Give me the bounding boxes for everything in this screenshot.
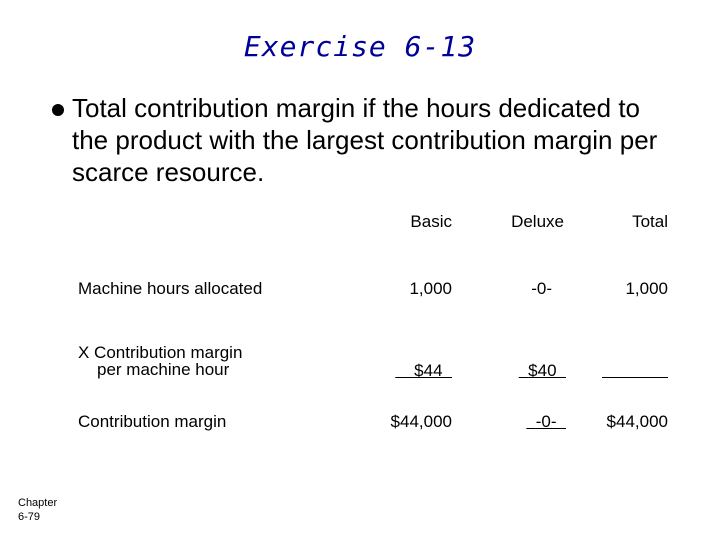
row-label-line-2: per machine hour <box>97 360 230 379</box>
cell-basic-cm: $44,000 <box>390 412 452 431</box>
cell-total-cm-per-hour <box>602 377 668 378</box>
bullet-icon <box>52 104 64 116</box>
cell-deluxe-cm: -0- <box>535 412 557 431</box>
chapter-label <box>18 496 57 524</box>
header-basic: Basic <box>410 212 452 231</box>
slide-title: Exercise 6-13 <box>243 30 477 63</box>
chapter-number: 6-79 <box>18 511 41 523</box>
cell-basic-cm-per-hour: $44 <box>414 361 443 380</box>
row-label-machine-hours: Machine hours allocated <box>78 279 263 298</box>
cell-total-cm: $44,000 <box>606 412 668 431</box>
header-total: Total <box>632 212 668 231</box>
chapter-word: Chapter <box>18 497 58 509</box>
row-label-line-1: X Contribution margin <box>78 343 243 362</box>
row-label-cm-per-hour <box>78 344 242 378</box>
row-label-contribution-margin: Contribution margin <box>78 412 227 431</box>
cell-basic-hours: 1,000 <box>409 279 452 298</box>
bullet-text: Total contribution margin if the hours dedicated to the product with the largest contribution margin per scarce resource. <box>72 93 658 187</box>
cell-deluxe-cm-per-hour: $40 <box>528 361 557 380</box>
cell-deluxe-hours: -0- <box>531 279 552 298</box>
cell-total-hours: 1,000 <box>625 279 668 298</box>
header-deluxe: Deluxe <box>511 212 564 231</box>
